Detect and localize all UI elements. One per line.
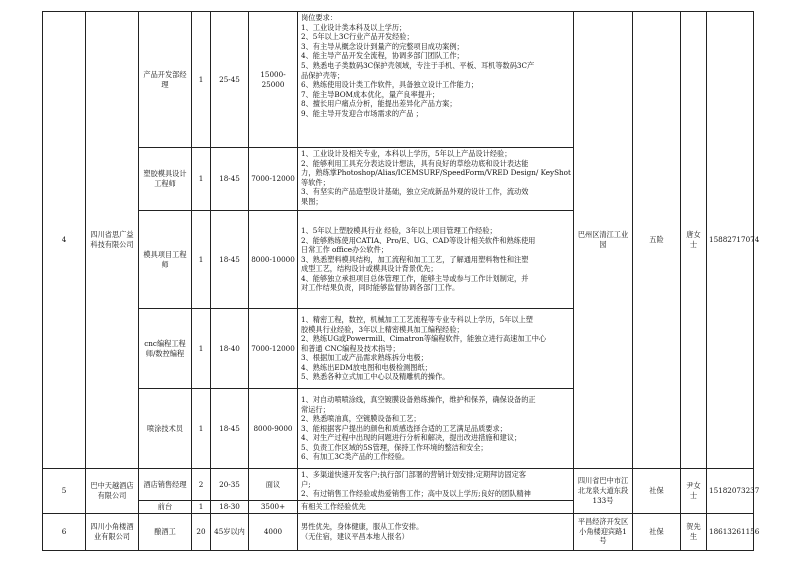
work-location: 巴州区清江工业园 [574, 12, 633, 469]
requirement-line: 常运行； [301, 404, 330, 414]
job-requirements [298, 12, 574, 148]
requirement-line: 2、有过销售工作经验或热爱销售工作；高中及以上学历;良好的团队精神 [301, 489, 531, 499]
contact-phone: 15182073237 [707, 469, 754, 514]
job-salary: 3500+ [249, 501, 298, 514]
contact-person: 贺先生 [681, 513, 707, 550]
table-row [43, 12, 754, 148]
requirement-line: 岗位要求： [301, 13, 337, 22]
requirement-line: 7、能主导BOM成本优化，量产良率提升； [301, 89, 440, 99]
job-requirements [298, 148, 574, 211]
job-age: 20-35 [211, 469, 249, 501]
insurance: 五险 [633, 12, 681, 469]
requirement-line: 2、熟悉喷油真，空镀膜设备和工艺； [301, 414, 421, 424]
requirement-line: 3、根据加工或产品需求熟练拆分电极； [301, 353, 428, 363]
job-count: 1 [192, 12, 211, 148]
requirement-line: 4、对生产过程中出现的问题进行分析和解决，提出改进措施和建议； [301, 433, 522, 443]
job-count: 2 [192, 469, 211, 501]
job-salary: 8000-9000 [249, 389, 298, 469]
job-count: 1 [192, 211, 211, 309]
job-age: 18-45 [211, 148, 249, 211]
job-requirements [298, 211, 574, 309]
job-count: 1 [192, 501, 211, 514]
contact-phone: 15882717074 [707, 12, 754, 469]
requirement-line: 2、能够熟练使用CATIA、Pro/E、UG、CAD等设计相关软件和熟练使用 [301, 235, 536, 245]
requirement-line: （无住宿，建议平昌本地人报名） [301, 531, 409, 541]
requirement-line: 3、熟悉塑料模具结构，加工流程和加工工艺，了解通用塑料物性和注塑 [301, 254, 529, 264]
requirement-line: 1、工业设计及相关专业，本科以上学历，5年以上产品设计经验； [301, 149, 512, 158]
requirement-line: 5、熟悉各种立式加工中心以及精雕机的操作。 [301, 372, 450, 382]
job-title: 酿酒工 [139, 513, 192, 550]
job-title: 酒店销售经理 [139, 469, 192, 501]
requirement-line: 等软件； [301, 177, 330, 187]
job-requirements [298, 469, 574, 501]
requirement-line: 户; [301, 479, 311, 489]
job-salary: 4000 [249, 513, 298, 550]
job-age: 18-40 [211, 309, 249, 389]
job-age: 18-30 [211, 501, 249, 514]
requirement-line: 1、多渠道快速开发客户;执行部门部署的营销计划安排;定期拜访固定客 [301, 470, 527, 480]
insurance: 社保 [633, 513, 681, 550]
job-salary: 15000-25000 [249, 12, 298, 148]
job-count: 1 [192, 309, 211, 389]
company-number: 6 [43, 513, 86, 550]
job-age: 18-45 [211, 389, 249, 469]
requirement-line: 胶模具行业经验，3年以上精密模具加工编程经验； [301, 324, 464, 334]
requirement-line: 1、工业设计类本科及以上学历； [301, 22, 407, 32]
job-title: 喷涂技术员 [139, 389, 192, 469]
job-requirements [298, 389, 574, 469]
work-location: 四川省巴中市江北龙泉大道东段133号 [574, 469, 633, 514]
job-title: 前台 [139, 501, 192, 514]
job-salary: 7000-12000 [249, 309, 298, 389]
requirement-line: 3、有坚实的产品造型设计基础，独立完成新品外观的设计工作，流动效 [301, 187, 529, 197]
requirement-line: 5、负责工作区域的5S管理，保持工作环境的整洁和安全； [301, 442, 488, 452]
job-requirements [298, 513, 574, 550]
requirement-line: 2、熟练UG或Powermill、Cimatron等编程软件，能独立进行高速加工中心 [301, 334, 547, 344]
requirement-line: 和普通 CNC编程及技术指导； [301, 343, 400, 353]
requirement-line: 5、熟悉电子类数码3C保护壳领域，专注于手机、平板、耳机等数码3C产 [301, 60, 535, 70]
requirement-line: 品保护壳等； [301, 70, 345, 80]
requirement-line: 8、擅长用户痛点分析，能提出差异化产品方案； [301, 99, 457, 109]
table-row [43, 469, 754, 501]
requirement-line: 男性优先，身体健康，服从工作安排。 [301, 522, 424, 531]
requirement-line: 4、熟练出EDM放电图和电极检测图纸； [301, 362, 432, 372]
contact-phone: 18613261156 [707, 513, 754, 550]
recruitment-table [42, 11, 760, 551]
requirement-line: 力，熟练掌Photoshop/Alias/ICEMSURF/SpeedForm/VRED Design/ KeyShot [301, 168, 571, 178]
requirement-line: 果图； [301, 196, 323, 206]
job-salary: 面议 [249, 469, 298, 501]
requirement-line: 1、5年以上塑胶模具行业 经验，3年以上项目管理工作经验； [301, 225, 497, 235]
company-number: 5 [43, 469, 86, 514]
job-age: 18-45 [211, 211, 249, 309]
table-row [43, 513, 754, 550]
company-number: 4 [43, 12, 86, 469]
job-age: 45岁以内 [211, 513, 249, 550]
requirement-line: 6、熟练使用设计类工作软件，具备独立设计工作能力； [301, 80, 479, 90]
work-location: 平昌经济开发区小角楼迎宾路1号 [574, 513, 633, 550]
requirement-line: 成型工艺，结构设计或模具设计背景优先； [301, 264, 438, 274]
requirement-line: 4、能主导产品开发全流程，协调多部门团队工作； [301, 51, 464, 61]
requirement-line: 2、能够利用工具充分表达设计想法，具有良好的草绘功底和设计表达能 [301, 158, 529, 168]
job-requirements [298, 501, 574, 514]
insurance: 社保 [633, 469, 681, 514]
requirement-line: 9、能主导开发迎合市场需求的产品 ； [301, 108, 423, 118]
job-count: 20 [192, 513, 211, 550]
requirement-line: 2、5年以上3C行业产品开发经验； [301, 32, 414, 42]
job-age: 25-45 [211, 12, 249, 148]
requirement-line: 4、能够独立承担项目总体管理工作，能够主导或参与工作计划制定，并 [301, 273, 529, 283]
contact-person: 尹女士 [681, 469, 707, 514]
company-name: 四川小角楼酒业有限公司 [86, 513, 139, 550]
requirement-line: 1、对自动喷喷涂线，真空镀膜设备熟练操作，维护和保养，确保设备的正 [301, 394, 536, 404]
requirement-line: 3、有主导从概念设计到量产的完整项目成功案例； [301, 41, 464, 51]
company-name: 巴中天越酒店有限公司 [86, 469, 139, 514]
requirement-line: 日常工作 office办公软件； [301, 245, 388, 255]
requirement-line: 1、精密工程，数控，机械加工工艺流程等专业专科以上学历，5年以上塑 [301, 314, 533, 324]
contact-person: 唐女士 [681, 12, 707, 469]
requirement-line: 6、有加工3C类产品的工作经验。 [301, 452, 410, 462]
job-title: 产品开发部经理 [139, 12, 192, 148]
requirement-line: 有相关工作经验优先 [301, 502, 366, 511]
requirement-line: 对工作结果负责，同时能够监督协调各部门工作。 [301, 283, 460, 293]
job-title: cnc编程工程师/数控编程 [139, 309, 192, 389]
job-title: 模具项目工程师 [139, 211, 192, 309]
job-requirements [298, 309, 574, 389]
job-count: 1 [192, 148, 211, 211]
job-salary: 7000-12000 [249, 148, 298, 211]
job-count: 1 [192, 389, 211, 469]
company-name: 四川省思广益科技有限公司 [86, 12, 139, 469]
job-title: 塑胶模具设计工程师 [139, 148, 192, 211]
job-salary: 8000-10000 [249, 211, 298, 309]
requirement-line: 3、能根据客户提出的颜色和质感选择合适的工艺满足品质要求； [301, 423, 507, 433]
